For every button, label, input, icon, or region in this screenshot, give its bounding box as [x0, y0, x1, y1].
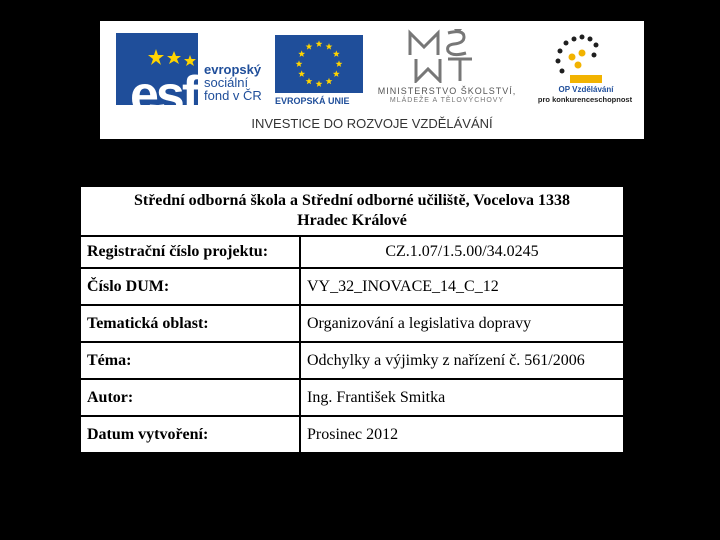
- row-value: CZ.1.07/1.5.00/34.0245: [300, 236, 624, 268]
- logo-banner: [100, 21, 644, 139]
- row-value: Prosinec 2012: [300, 416, 624, 453]
- op-line2: pro konkurenceschopnost: [537, 95, 633, 104]
- eu-star-icon: [306, 78, 313, 85]
- msmt-logo-icon: [406, 29, 486, 83]
- table-row: [80, 236, 624, 268]
- eu-star-icon: [336, 60, 343, 67]
- eu-label: EVROPSKÁ UNIE: [275, 96, 350, 106]
- esf-line2: sociální: [204, 75, 249, 90]
- table-row: [80, 268, 624, 305]
- table-row: [80, 416, 624, 453]
- eu-star-icon: [333, 50, 340, 57]
- row-value: Ing. František Smitka: [300, 379, 624, 416]
- table-row: [80, 342, 624, 379]
- eu-star-icon: [326, 78, 333, 85]
- project-info-table: [79, 185, 625, 454]
- msmt-line2: MLÁDEŽE A TĚLOVÝCHOVY: [389, 97, 505, 104]
- eu-flag-icon: [275, 35, 363, 93]
- school-name-line2: Hradec Králové: [297, 212, 407, 229]
- esf-line1: evropský: [204, 62, 262, 77]
- school-name-cell: [80, 186, 624, 236]
- row-label: Autor:: [80, 379, 300, 416]
- eu-star-icon: [306, 43, 313, 50]
- eu-star-icon: [298, 50, 305, 57]
- row-label: Číslo DUM:: [80, 268, 300, 305]
- eu-star-icon: [333, 70, 340, 77]
- eu-star-icon: [316, 80, 323, 87]
- row-value: Organizování a legislativa dopravy: [300, 305, 624, 342]
- row-label: Tematická oblast:: [80, 305, 300, 342]
- eu-star-icon: [326, 43, 333, 50]
- row-label: Registrační číslo projektu:: [80, 236, 300, 268]
- row-value: VY_32_INOVACE_14_C_12: [300, 268, 624, 305]
- esf-caption: [204, 63, 262, 102]
- eu-star-icon: [296, 60, 303, 67]
- table-header-row: [80, 186, 624, 236]
- school-name-line1: Střední odborná škola a Střední odborné učiliště, Vocelova 1338: [133, 192, 571, 209]
- row-value: Odchylky a výjimky z nařízení č. 561/2006: [300, 342, 624, 379]
- table-row: [80, 379, 624, 416]
- row-label: Datum vytvoření:: [80, 416, 300, 453]
- esf-line3: fond v ČR: [204, 88, 262, 103]
- op-logo-icon: [552, 33, 612, 85]
- eu-star-icon: [316, 40, 323, 47]
- msmt-line1: MINISTERSTVO ŠKOLSTVÍ,: [377, 86, 517, 96]
- eu-star-icon: [298, 70, 305, 77]
- row-label: Téma:: [80, 342, 300, 379]
- esf-logo-text: esf: [130, 66, 197, 124]
- op-line1: OP Vzdělávání: [558, 85, 614, 94]
- table-row: [80, 305, 624, 342]
- investice-slogan: INVESTICE DO ROZVOJE VZDĚLÁVÁNÍ: [251, 116, 493, 131]
- esf-logo: [116, 33, 198, 124]
